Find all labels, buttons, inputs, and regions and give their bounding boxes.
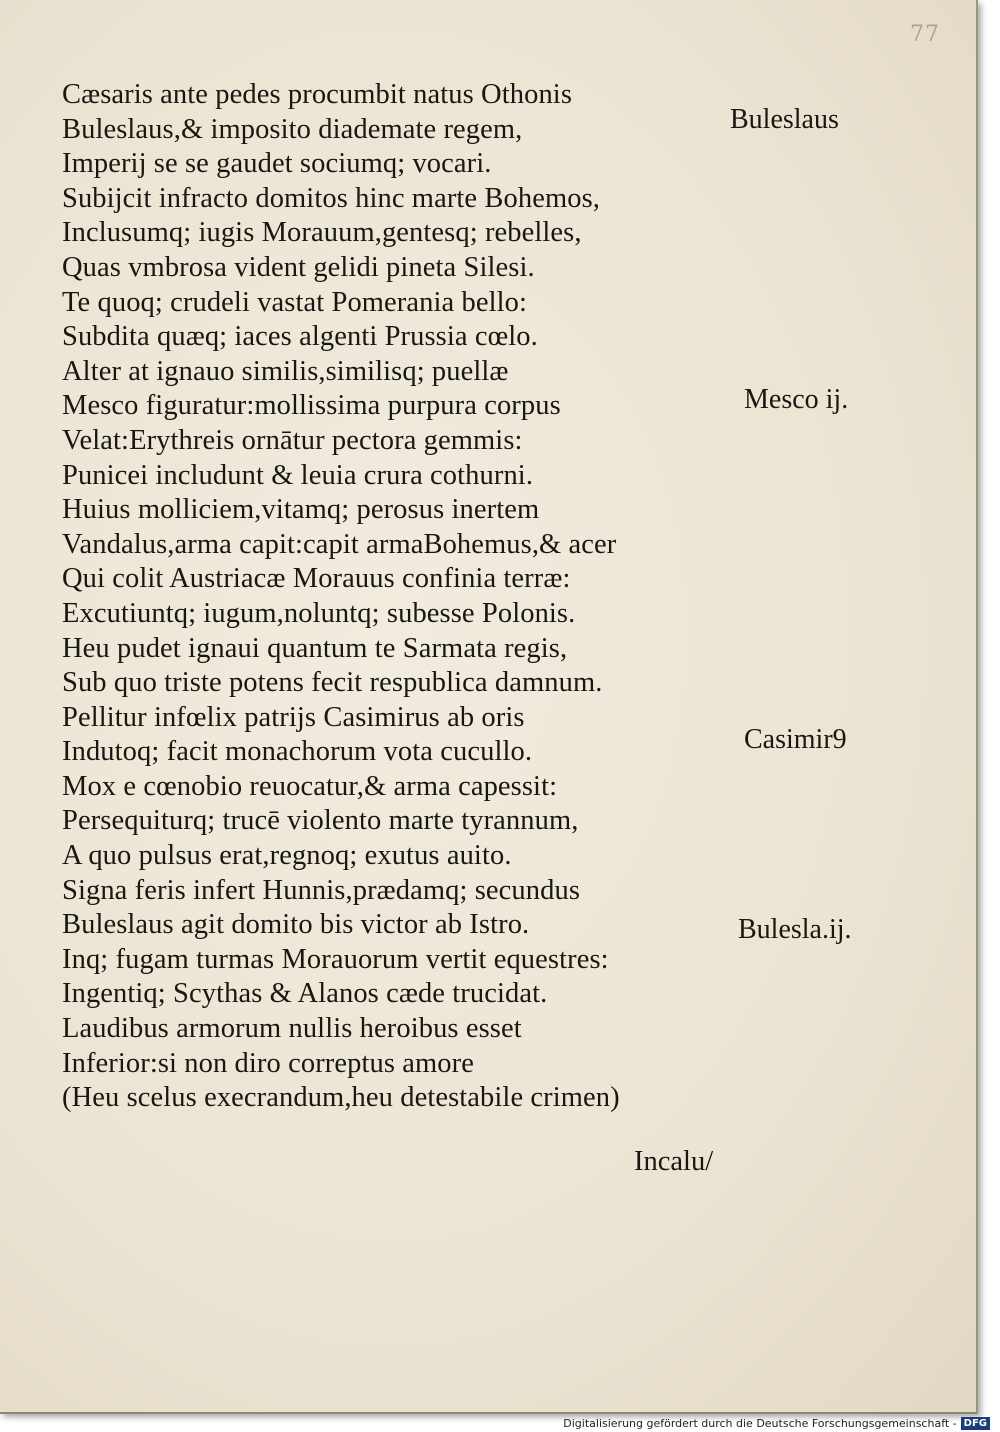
verse-line: Alter at ignauo similis,similisq; puellæ — [62, 355, 509, 387]
verse-line: Inclusumq; iugis Morauum,gentesq; rebelles, — [62, 217, 582, 249]
verse-line: Indutoq; facit monachorum vota cucullo. — [62, 736, 533, 768]
margin-note-buleslaus-ii: Bulesla.ij. — [738, 914, 852, 945]
verse-line: A quo pulsus erat,regnoq; exutus auito. — [62, 840, 512, 872]
verse-line: Laudibus armorum nullis heroibus esset — [62, 1013, 522, 1045]
verse-line: (Heu scelus execrandum,heu detestabile crimen) — [62, 1082, 620, 1114]
margin-note-buleslaus: Buleslaus — [730, 104, 839, 135]
verse-line: Persequiturq; trucē violento marte tyrannum, — [62, 805, 579, 837]
verse-line: Mox e cœnobio reuocatur,& arma capessit: — [62, 770, 558, 802]
verse-line: Velat:Erythreis ornātur pectora gemmis: — [62, 424, 523, 456]
verse-line: Vandalus,arma capit:capit armaBohemus,& acer — [62, 528, 617, 560]
verse-line: Te quoq; crudeli vastat Pomerania bello: — [62, 286, 527, 318]
verse-line: Buleslaus agit domito bis victor ab Istro. — [62, 909, 530, 941]
verse-line: Inferior:si non diro correptus amore — [62, 1047, 474, 1079]
verse-line: Inq; fugam turmas Morauorum vertit equestres: — [62, 943, 609, 975]
verse-line: Ingentiq; Scythas & Alanos cæde trucidat. — [62, 978, 548, 1010]
margin-note-mesco: Mesco ij. — [744, 384, 849, 415]
folio-mark: 77 — [910, 22, 940, 47]
verse-line: Subdita quæq; iaces algenti Prussia cœlo. — [62, 321, 538, 353]
verse-line: Cæsaris ante pedes procumbit natus Othonis — [62, 79, 573, 110]
verse-line: Excutiuntq; iugum,noluntq; subesse Polonis. — [62, 597, 576, 629]
credit-text: Digitalisierung gefördert durch die Deutsche Forschungsgemeinschaft - — [563, 1417, 957, 1430]
verse-line: Huius molliciem,vitamq; perosus inertem — [62, 494, 540, 526]
verse-line: Punicei includunt & leuia crura cothurni. — [62, 459, 534, 491]
verse-line: Signa feris infert Hunnis,prædamq; secundus — [62, 874, 581, 906]
verse-line: Qui colit Austriacæ Morauus confinia terræ: — [62, 563, 571, 595]
verse-text — [62, 78, 620, 1116]
verse-line: Heu pudet ignaui quantum te Sarmata regis, — [62, 632, 568, 664]
catchword: Incalu/ — [634, 1146, 714, 1177]
margin-note-casimir: Casimir9 — [744, 724, 847, 755]
verse-line: Subijcit infracto domitos hinc marte Bohemos, — [62, 182, 600, 214]
verse-line: Buleslaus,& imposito diademate regem, — [62, 113, 523, 145]
verse-line: Imperij se se gaudet sociumq; vocari. — [62, 148, 492, 180]
dfg-logo: DFG — [961, 1417, 990, 1430]
verse-line: Mesco figuratur:mollissima purpura corpus — [62, 390, 561, 422]
digitization-credit — [563, 1417, 990, 1430]
verse-line: Quas vmbrosa vident gelidi pineta Silesi. — [62, 251, 535, 283]
verse-line: Pellitur infœlix patrijs Casimirus ab oris — [62, 701, 525, 733]
verse-line: Sub quo triste potens fecit respublica damnum. — [62, 667, 603, 699]
